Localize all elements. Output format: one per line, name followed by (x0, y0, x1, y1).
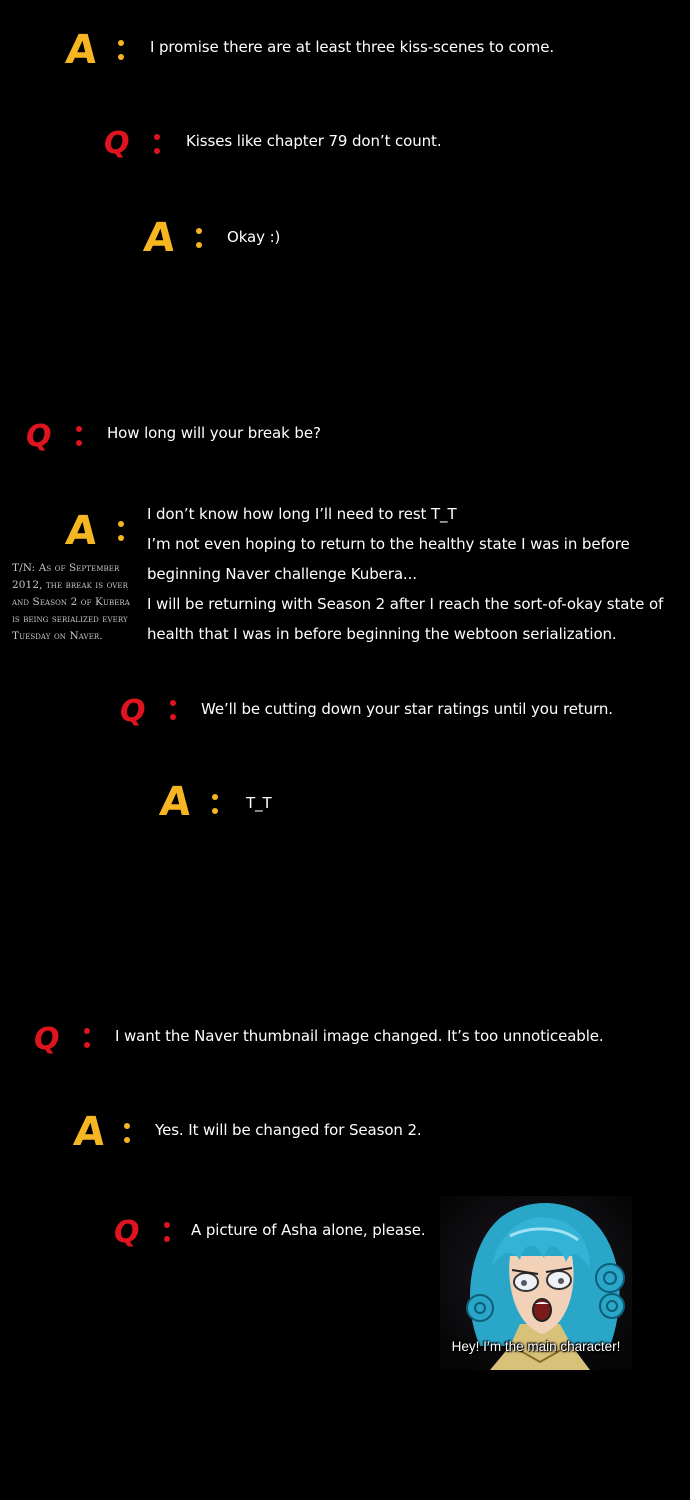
colon-icon (84, 1028, 90, 1048)
colon-icon (164, 1222, 170, 1242)
colon-icon (118, 40, 124, 60)
answer-marker: A (157, 779, 194, 825)
answer-text: T_T (246, 794, 272, 812)
image-caption: Hey! I’m the main character! (451, 1339, 621, 1354)
question-text: A picture of Asha alone, please. (191, 1221, 426, 1239)
colon-icon (196, 228, 202, 248)
character-panel (440, 1196, 632, 1370)
colon-icon (124, 1123, 130, 1143)
translator-note: T/N: As of September 2012, the break is over and Season 2 of Kubera is being serialized every Tuesday on Naver. (12, 562, 130, 642)
answer-text: Yes. It will be changed for Season 2. (155, 1121, 422, 1139)
question-marker: Q (104, 126, 130, 161)
colon-icon (154, 134, 160, 154)
question-marker: Q (120, 694, 146, 729)
answer-line: I’m not even hoping to return to the healthy state I was in before (147, 535, 630, 553)
answer-marker: A (63, 27, 100, 73)
answer-marker: A (71, 1109, 108, 1155)
answer-line: I will be returning with Season 2 after I reach the sort-of-okay state of (147, 595, 664, 613)
answer-line: health that I was in before beginning the webtoon serialization. (147, 625, 617, 643)
colon-icon (76, 426, 82, 446)
colon-icon (212, 794, 218, 814)
question-text: How long will your break be? (107, 424, 321, 442)
answer-marker: A (63, 508, 100, 554)
question-text: We’ll be cutting down your star ratings until you return. (201, 700, 613, 718)
colon-icon (118, 521, 124, 541)
question-marker: Q (34, 1022, 60, 1057)
colon-icon (170, 700, 176, 720)
answer-line: I don’t know how long I’ll need to rest T_T (147, 505, 457, 523)
answer-text: Okay :) (227, 228, 281, 246)
question-marker: Q (114, 1215, 140, 1250)
question-marker: Q (26, 419, 52, 454)
answer-text-block (147, 499, 663, 649)
question-text: Kisses like chapter 79 don’t count. (186, 132, 442, 150)
question-text: I want the Naver thumbnail image changed. It’s too unnoticeable. (115, 1027, 604, 1045)
answer-marker: A (141, 215, 178, 261)
answer-text: I promise there are at least three kiss-scenes to come. (150, 38, 555, 56)
answer-line: beginning Naver challenge Kubera... (147, 565, 417, 583)
